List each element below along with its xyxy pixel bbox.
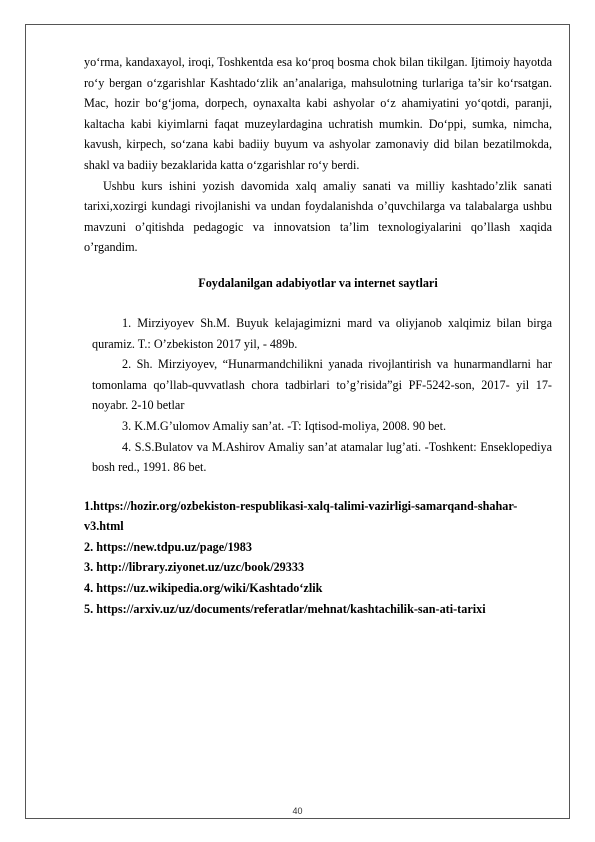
- internet-source-link[interactable]: 4. https://uz.wikipedia.org/wiki/Kashtado‘zlik: [84, 581, 323, 596]
- body-paragraph-1: yo‘rma, kandaxayol, iroqi, Toshkentda esa ko‘proq bosma chok bilan tikilgan. Ijtimoiy hayotda ro‘y bergan o‘zgarishlar Kashtado‘zlik an’analariga, mahsulotning turlariga ta’sir ko‘rsatgan. Mac, hozir bo‘g‘joma, dorpech, oynaxalta kabi ashyolar o‘z ahamiyatini yo‘qotdi, paranji, kaltacha kabi kiyimlarni faqat muzeylardagina uchratish mumkin. Do‘ppi, sumka, nimcha, kavush, kirpech, so‘zana kabi badiiy buyum va ashyolar zamonaviy did bilan bezatilmokda, shakl va badiiy bezaklarida katta o‘zgarishlar ro‘y berdi.: [84, 55, 552, 172]
- internet-source-link[interactable]: 5. https://arxiv.uz/uz/documents/referatlar/mehnat/kashtachilik-san-ati-tarixi: [84, 601, 486, 616]
- reference-item: 1. Mirziyoyev Sh.M. Buyuk kelajagimizni mard va oliyjanob xalqimiz bilan birga quramiz. T.: O’zbekiston 2017 yil, - 489b.: [92, 315, 552, 351]
- references-heading: Foydalanilgan adabiyotlar va internet saytlari: [198, 275, 438, 290]
- reference-item: 3. K.M.G’ulomov Amaliy san’at. -T: Iqtisod-moliya, 2008. 90 bet.: [122, 418, 447, 433]
- internet-source-link[interactable]: 3. http://library.ziyonet.uz/uzc/book/29333: [84, 560, 305, 575]
- page-content: [84, 52, 552, 619]
- internet-sources-list: [84, 496, 552, 620]
- reference-item: 2. Sh. Mirziyoyev, “Hunarmandchilikni yanada rivojlantirish va hunarmandlarni har tomonlama qo’llab-quvvatlash chora tadbirlari to’g’risida”gi PF-5242-son, 2017- yil 17-noyabr. 2-10 betlar: [92, 357, 552, 413]
- body-paragraph-2: Ushbu kurs ishini yozish davomida xalq amaliy sanati va milliy kashtado’zlik sanati tarixi,xozirgi kundagi rivojlanishi va undan foydalanishda o’quvchilarga va talabalarga ushbu mavzuni o’qitishda pedagogic va innovatsion ta’lim texnologiyalarini qo’llash xaqida o’rgandim.: [84, 178, 552, 255]
- references-list: [92, 313, 552, 478]
- page-number: 40: [292, 806, 303, 816]
- reference-item: 4. S.S.Bulatov va M.Ashirov Amaliy san’at atamalar lug’ati. -Toshkent: Enseklopediya bosh red., 1991. 86 bet.: [92, 439, 552, 475]
- internet-source-link[interactable]: 1.https://hozir.org/ozbekiston-respublikasi-xalq-talimi-vazirligi-samarqand-shahar-v3.html: [84, 498, 518, 534]
- internet-source-link[interactable]: 2. https://new.tdpu.uz/page/1983: [84, 539, 252, 554]
